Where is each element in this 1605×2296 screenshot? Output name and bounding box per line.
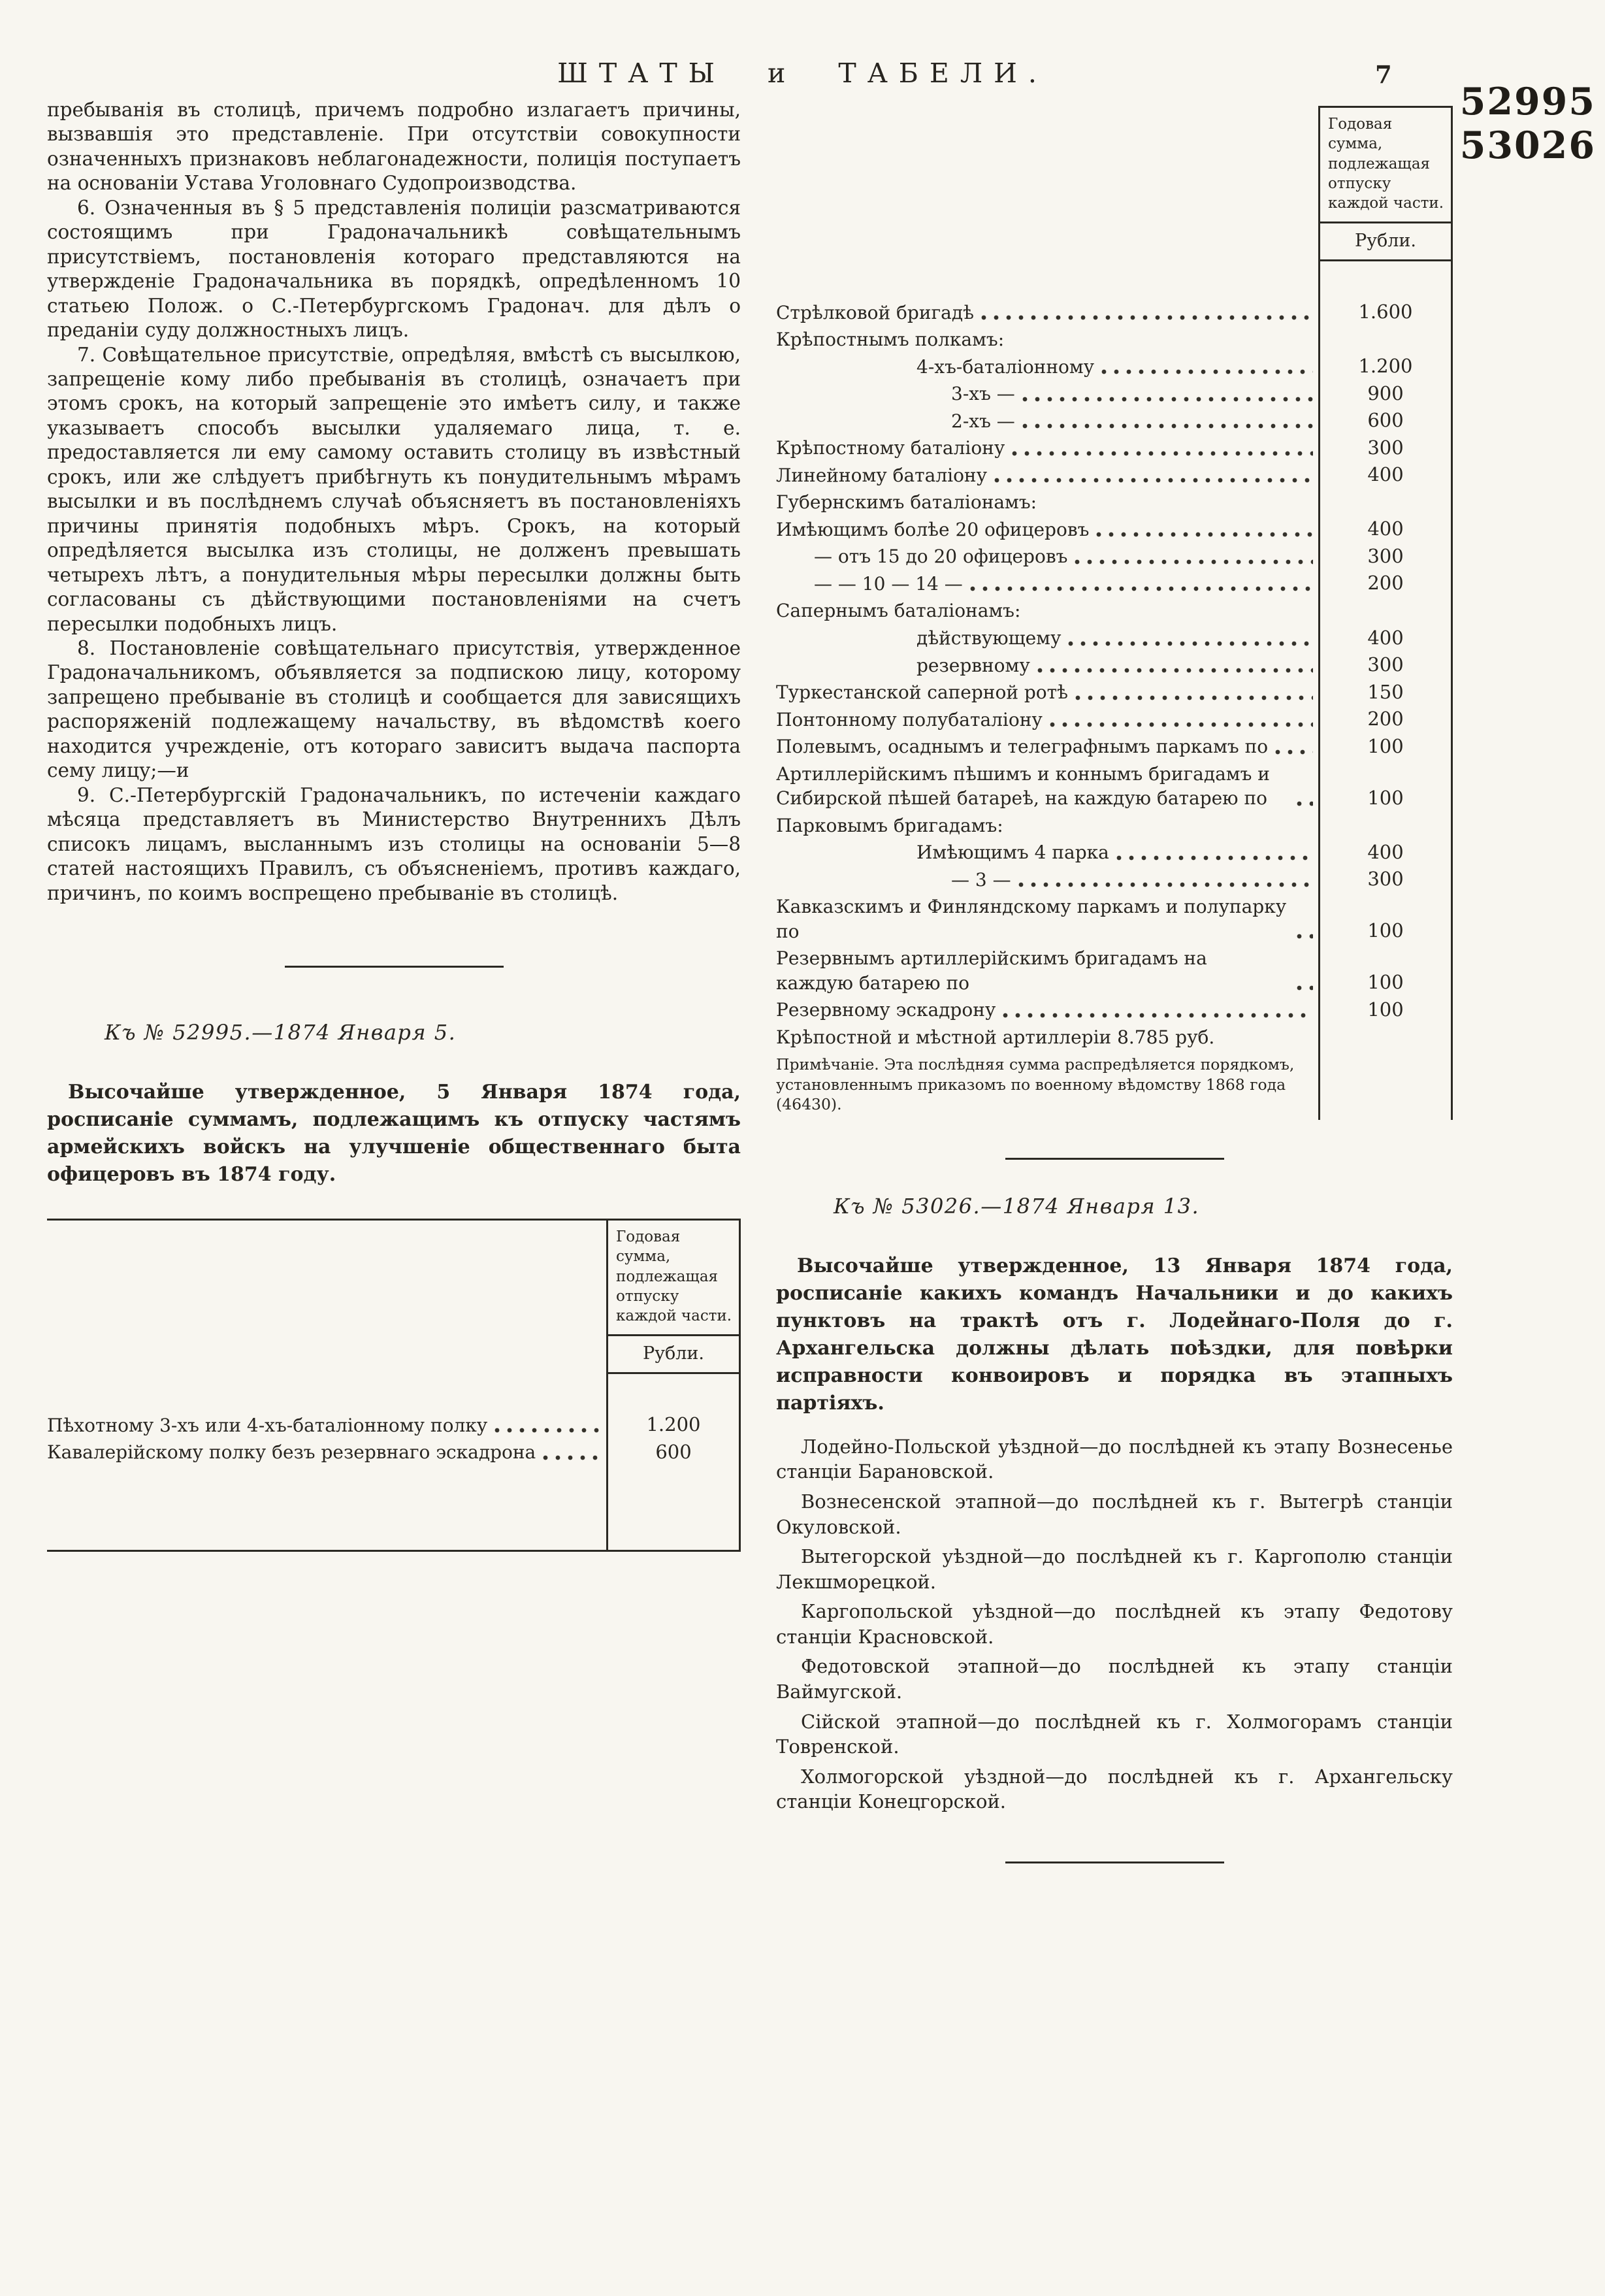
row-label-cell — [776, 570, 1318, 598]
row-label: резервному — [916, 654, 1030, 676]
table-header-label: Годовая сумма, подлежащая отпуску каждой части. — [1320, 108, 1451, 223]
table-group-row — [776, 597, 1453, 625]
dot-leader — [1002, 1004, 1313, 1021]
table-note-row — [776, 1051, 1453, 1120]
row-label: Крѣпостной и мѣстной артиллеріи 8.785 руб. — [776, 1026, 1215, 1048]
row-label-cell — [776, 996, 1318, 1024]
table-row — [776, 945, 1453, 996]
row-value: 400 — [1318, 462, 1453, 489]
row-value: 600 — [606, 1439, 741, 1466]
row-label: — отъ 15 до 20 офицеровъ — [814, 546, 1068, 568]
row-value: 1.200 — [1318, 353, 1453, 381]
row-label: Резервнымъ артиллерійскимъ бригадамъ на каждую батарею по — [776, 947, 1207, 994]
margin-number-53026: 53026 — [1459, 123, 1596, 168]
table-row — [776, 380, 1453, 408]
dot-leader — [1116, 846, 1313, 864]
table-group-row — [776, 1024, 1453, 1051]
table-group-row — [776, 812, 1453, 840]
dot-leader — [1074, 550, 1313, 568]
left-column — [47, 98, 741, 1552]
paragraph: пребыванія въ столицѣ, причемъ подробно излагаетъ причины, вызвавшія это представленіе. При отсутствіи совокупности означенныхъ признаковъ неблагонадежности, полиція поступаетъ на основаніи Устава Уголовнаго Судопроизводства. — [47, 99, 741, 195]
table-unit-label: Рубли. — [1320, 223, 1451, 261]
row-label-cell — [776, 299, 1318, 327]
page-number: 7 — [1375, 60, 1392, 89]
dot-leader — [994, 468, 1313, 486]
table-spacer-row — [776, 261, 1453, 299]
row-label-cell — [776, 380, 1318, 408]
row-value: 300 — [1318, 435, 1453, 462]
row-label-cell — [776, 733, 1318, 761]
section-divider — [285, 966, 504, 968]
row-label: Крѣпостнымъ полкамъ: — [776, 329, 1005, 351]
row-label-cell — [776, 625, 1318, 652]
row-label: — 3 — — [951, 868, 1011, 891]
decree-paragraph: Высочайше утвержденное, 13 Января 1874 года, росписаніе какихъ командъ Начальники и до какихъ пунктовъ на трактѣ отъ г. Лодейнаго-Поля до г. Архангельска должны дѣлать поѣздки, для повѣрки исправности конвоировъ и порядка въ этапныхъ партіяхъ. — [776, 1254, 1453, 1415]
row-label-cell — [776, 435, 1318, 462]
row-value — [1318, 489, 1453, 516]
row-label: Парковымъ бригадамъ: — [776, 814, 1003, 836]
dot-leader — [542, 1446, 601, 1464]
row-value: 300 — [1318, 866, 1453, 894]
decree-paragraph: Высочайше утвержденное, 5 Января 1874 года, росписаніе суммамъ, подлежащимъ къ отпуску частямъ армейскихъ войскъ на улучшеніе общественнаго быта офицеровъ въ 1874 году. — [47, 1080, 741, 1186]
allowance-table-left — [47, 1219, 741, 1552]
row-label-cell — [776, 1024, 1318, 1051]
table-row — [776, 761, 1453, 812]
row-value: 200 — [1318, 570, 1453, 598]
row-value: 600 — [1318, 408, 1453, 435]
right-column — [776, 98, 1453, 1863]
row-label: Имѣющимъ болѣе 20 офицеровъ — [776, 518, 1090, 540]
row-label-cell — [776, 516, 1318, 544]
row-value: 150 — [1318, 679, 1453, 706]
route-paragraph: Лодейно-Польской уѣздной—до послѣдней къ этапу Вознесенье станціи Барановской. — [776, 1435, 1453, 1483]
table-row — [776, 570, 1453, 598]
row-label: Имѣющимъ 4 парка — [916, 842, 1109, 864]
row-value: 100 — [1318, 945, 1453, 996]
row-value — [1318, 326, 1453, 353]
dot-leader — [1018, 873, 1313, 891]
row-label-cell — [776, 353, 1318, 381]
row-value — [1318, 1051, 1453, 1120]
row-label: Губернскимъ баталіонамъ: — [776, 491, 1037, 514]
row-value: 400 — [1318, 625, 1453, 652]
table-row — [776, 462, 1453, 489]
route-paragraph: Сійской этапной—до послѣдней къ г. Холмогорамъ станціи Товренской. — [776, 1710, 1453, 1758]
row-label-cell — [776, 543, 1318, 570]
dot-leader — [1022, 414, 1313, 432]
table-header-cell — [606, 1221, 741, 1374]
row-value: 900 — [1318, 380, 1453, 408]
row-label-cell — [776, 597, 1318, 625]
page-title: ШТАТЫ и ТАБЕЛИ. — [557, 57, 1048, 89]
row-label: Пѣхотному 3-хъ или 4-хъ-баталіонному полку — [47, 1414, 488, 1436]
row-label: Линейному баталіону — [776, 464, 988, 486]
dot-leader — [1274, 740, 1313, 758]
row-label-cell — [776, 679, 1318, 706]
table-row — [776, 996, 1453, 1024]
row-label-cell — [776, 408, 1318, 435]
row-value: 200 — [1318, 706, 1453, 734]
margin-number-52995: 52995 — [1459, 80, 1596, 123]
table-row — [776, 543, 1453, 570]
row-label-cell — [776, 866, 1318, 894]
table-unit-label: Рубли. — [608, 1336, 739, 1374]
row-label: Резервному эскадрону — [776, 999, 996, 1021]
row-label: Туркестанской саперной ротѣ — [776, 681, 1069, 704]
route-paragraph: Вытегорской уѣздной—до послѣдней къ г. Каргополю станціи Лекшморецкой. — [776, 1545, 1453, 1593]
table-header-spacer — [47, 1221, 606, 1374]
route-paragraph: Федотовской этапной—до послѣдней къ этапу станціи Ваймугской. — [776, 1655, 1453, 1703]
section-divider — [1005, 1158, 1224, 1160]
spacer-value-cell — [606, 1374, 741, 1412]
table-row — [776, 299, 1453, 327]
row-label-cell — [776, 761, 1318, 812]
spacer-value-cell — [1318, 261, 1453, 299]
dot-leader — [1037, 659, 1313, 676]
row-label-cell — [776, 839, 1318, 866]
dot-leader — [1075, 686, 1313, 704]
paragraph-item-9: 9. С.-Петербургскій Градоначальникъ, по истеченіи каждаго мѣсяца представляетъ въ Министерство Внутреннихъ Дѣлъ списокъ лицамъ, высланнымъ изъ столицы на основаніи 5—8 статей настоящихъ Правилъ, съ объясненіемъ, противъ каждаго, причинъ, по коимъ воспрещено пребываніе въ столицѣ. — [47, 783, 741, 904]
route-paragraph: Вознесенской этапной—до послѣдней къ г. Вытегрѣ станціи Окуловской. — [776, 1490, 1453, 1538]
table-row — [776, 706, 1453, 734]
table-row — [776, 435, 1453, 462]
row-value — [1318, 1024, 1453, 1051]
dot-leader — [1011, 442, 1313, 459]
row-label: Артиллерійскимъ пѣшимъ и коннымъ бригадамъ и Сибирской пѣшей батареѣ, на каждую батарею по — [776, 763, 1270, 810]
row-label-cell — [776, 812, 1318, 840]
row-value: 1.600 — [1318, 299, 1453, 327]
section-heading-53026: Къ № 53026.—1874 Января 13. — [834, 1193, 1200, 1219]
dot-leader — [1296, 976, 1313, 994]
row-label: Стрѣлковой бригадѣ — [776, 301, 974, 323]
table-header-label: Годовая сумма, подлежащая отпуску каждой части. — [608, 1221, 739, 1336]
row-label-cell — [776, 652, 1318, 680]
row-label-cell — [776, 1051, 1318, 1120]
row-label: 2-хъ — — [951, 410, 1015, 432]
row-value: 100 — [1318, 761, 1453, 812]
dot-leader — [981, 306, 1313, 323]
row-label: Сапернымъ баталіонамъ: — [776, 600, 1021, 622]
spacer-value-cell — [606, 1466, 741, 1550]
row-value: 400 — [1318, 839, 1453, 866]
dot-leader — [1296, 925, 1313, 942]
table-header-row — [47, 1221, 741, 1374]
row-label: 3-хъ — — [951, 383, 1015, 405]
spacer-cell — [47, 1374, 606, 1412]
table-row — [776, 893, 1453, 945]
row-label: Кавказскимъ и Финляндскому паркамъ и полупарку по — [776, 896, 1287, 942]
table-spacer-row — [47, 1466, 741, 1550]
table-row — [776, 733, 1453, 761]
row-label-cell — [776, 489, 1318, 516]
dot-leader — [1296, 792, 1313, 810]
table-row — [776, 839, 1453, 866]
route-paragraph: Каргопольской уѣздной—до послѣдней къ этапу Федотову станціи Красновской. — [776, 1600, 1453, 1648]
paragraph-item-6: 6. Означенныя въ § 5 представленія полиціи разсматриваются состоящимъ при Градоначальникѣ совѣщательнымъ присутствіемъ, постановленія котораго представляются на утвержденіе Градоначальника въ порядкѣ, опредѣленномъ 10 статьею Полож. о С.-Петербургскомъ Градонач. для дѣлъ о преданіи суду должностныхъ лицъ. — [47, 196, 741, 342]
row-label-cell — [776, 326, 1318, 353]
spacer-cell — [776, 261, 1318, 299]
row-label: Понтонному полубаталіону — [776, 708, 1043, 730]
dot-leader — [1067, 632, 1313, 649]
table-header-row — [776, 106, 1453, 261]
row-label: — — 10 — 14 — — [814, 572, 963, 595]
table-header-spacer — [776, 106, 1318, 261]
row-value — [1318, 597, 1453, 625]
row-label-cell — [776, 893, 1318, 945]
dot-leader — [1049, 713, 1313, 730]
paragraph-item-8: 8. Постановленіе совѣщательнаго присутствія, утвержденное Градоначальникомъ, объявляется за подпискою лицу, которому запрещено пребываніе въ столицѣ и сообщается для зависящихъ распоряженій подлежащему начальству, въ вѣдомствѣ коего находится учрежденіе, отъ котораго зависитъ выдача паспорта сему лицу;—и — [47, 636, 741, 782]
table-spacer-row — [47, 1374, 741, 1412]
dot-leader — [1095, 523, 1313, 540]
row-label: Полевымъ, осаднымъ и телеграфнымъ паркамъ по — [776, 736, 1269, 758]
table-row — [776, 408, 1453, 435]
table-note: Примѣчаніе. Эта послѣдняя сумма распредѣляется порядкомъ, установленнымъ приказомъ по военному вѣдомству 1868 года (46430). — [776, 1055, 1295, 1114]
dot-leader — [494, 1419, 601, 1436]
row-label-cell — [776, 706, 1318, 734]
margin-numbers — [1460, 80, 1596, 168]
row-label: Крѣпостному баталіону — [776, 437, 1005, 459]
table-header-cell — [1318, 106, 1453, 261]
table-row — [776, 679, 1453, 706]
table-row — [47, 1439, 741, 1466]
table-row — [776, 652, 1453, 680]
row-value: 100 — [1318, 733, 1453, 761]
row-label-cell — [47, 1439, 606, 1466]
row-value: 1.200 — [606, 1412, 741, 1439]
section-heading-52995: Къ № 52995.—1874 Января 5. — [105, 1019, 457, 1045]
row-value: 100 — [1318, 996, 1453, 1024]
row-value: 400 — [1318, 516, 1453, 544]
dot-leader — [969, 577, 1313, 595]
row-value: 300 — [1318, 543, 1453, 570]
table-row — [776, 625, 1453, 652]
dot-leader — [1101, 360, 1313, 378]
table-row — [776, 866, 1453, 894]
allowance-table-right — [776, 106, 1453, 1120]
section-divider — [1005, 1861, 1224, 1863]
row-label: дѣйствующему — [916, 627, 1062, 649]
row-label-cell — [776, 945, 1318, 996]
row-label: 4-хъ-баталіонному — [916, 355, 1095, 378]
row-value — [1318, 812, 1453, 840]
table-row — [47, 1412, 741, 1439]
table-row — [776, 516, 1453, 544]
row-label-cell — [47, 1412, 606, 1439]
row-value: 300 — [1318, 652, 1453, 680]
row-label-cell — [776, 462, 1318, 489]
row-label: Кавалерійскому полку безъ резервнаго эскадрона — [47, 1441, 536, 1464]
row-value: 100 — [1318, 893, 1453, 945]
route-paragraph: Холмогорской уѣздной—до послѣдней къ г. Архангельску станціи Конецгорской. — [776, 1765, 1453, 1813]
paragraph-item-7: 7. Совѣщательное присутствіе, опредѣляя, вмѣстѣ съ высылкою, запрещеніе кому либо пребыванія въ столицѣ, означаетъ при этомъ срокъ, на который запрещеніе это имѣетъ силу, и также указываетъ способъ высылки удаляемаго лица, т. е. предоставляется ли ему самому оставить столицу въ извѣстный срокъ, или же слѣдуетъ прибѣгнуть къ понудительнымъ мѣрамъ высылки и въ послѣднемъ случаѣ объясняетъ въ постановленіяхъ причины принятія подобныхъ мѣръ. Срокъ, на который опредѣляется высылка изъ столицы, не долженъ превышать четырехъ лѣтъ, а понудительныя мѣры пересылки должны быть согласованы съ дѣйствующими постановленіями на счетъ пересылки подобныхъ лицъ. — [47, 343, 741, 635]
table-row — [776, 353, 1453, 381]
table-group-row — [776, 489, 1453, 516]
spacer-cell — [47, 1466, 606, 1550]
table-group-row — [776, 326, 1453, 353]
dot-leader — [1022, 387, 1313, 405]
